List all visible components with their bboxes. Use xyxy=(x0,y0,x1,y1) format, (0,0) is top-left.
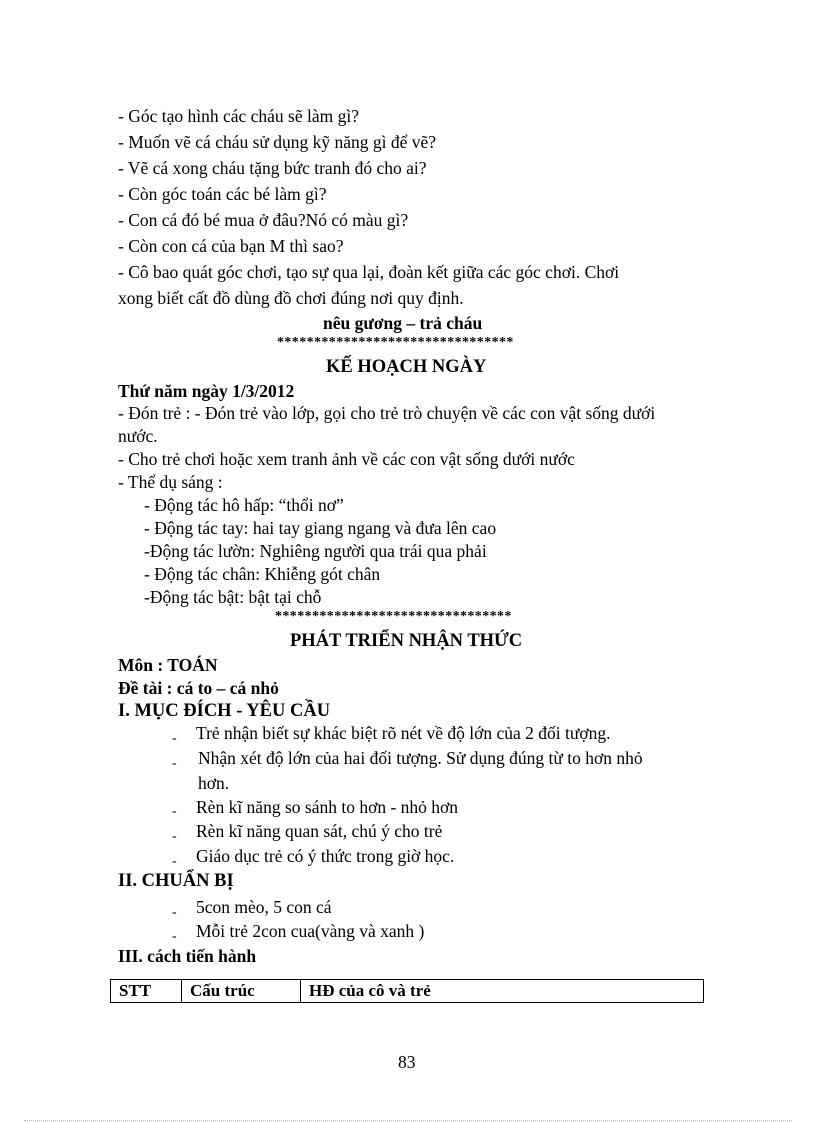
morning-line: nước. xyxy=(118,426,158,446)
section-heading: III. cách tiến hành xyxy=(118,946,257,966)
section-heading: II. CHUẨN BỊ xyxy=(118,871,234,891)
exercise-line: -Động tác lườn: Nghiêng người qua trái qua phải xyxy=(144,541,487,561)
subject-line: Môn : TOÁN xyxy=(118,655,218,675)
preparation-item: 5con mèo, 5 con cá xyxy=(196,897,332,917)
section-heading: I. MỤC ĐÍCH - YÊU CẦU xyxy=(118,701,331,721)
objective-item: Rèn kĩ năng quan sát, chú ý cho trẻ xyxy=(196,821,443,841)
morning-line: - Thể dụ sáng : xyxy=(118,472,223,492)
table-header-cell: Cấu trúc xyxy=(182,980,301,1003)
table-header-row xyxy=(111,980,704,1003)
topic-line: Đề tài : cá to – cá nhỏ xyxy=(118,678,279,698)
plan-title: KẾ HOẠCH NGÀY xyxy=(326,357,487,377)
preparation-item: Mỗi trẻ 2con cua(vàng và xanh ) xyxy=(196,921,425,941)
question-line: xong biết cất đồ dùng đồ chơi đúng nơi quy định. xyxy=(118,288,464,308)
question-line: - Vẽ cá xong cháu tặng bức tranh đó cho ai? xyxy=(118,158,427,178)
question-line: - Góc tạo hình các cháu sẽ làm gì? xyxy=(118,106,360,126)
page-number: 83 xyxy=(398,1052,416,1072)
exercise-line: -Động tác bật: bật tại chỗ xyxy=(144,587,322,607)
exercise-line: - Động tác chân: Khiễng gót chân xyxy=(144,564,381,584)
footer-divider xyxy=(24,1120,792,1121)
morning-line: - Đón trẻ : - Đón trẻ vào lớp, gọi cho trẻ trò chuyện về các con vật sống dưới xyxy=(118,403,656,423)
table-header-cell: HĐ của cô và trẻ xyxy=(301,980,704,1003)
table-header-cell: STT xyxy=(111,980,182,1003)
question-line: - Còn góc toán các bé làm gì? xyxy=(118,184,327,204)
lesson-title: PHÁT TRIỂN NHẬN THỨC xyxy=(290,631,523,651)
separator: ******************************** xyxy=(275,609,512,624)
procedure-table xyxy=(110,979,704,1003)
objective-item: Giáo dục trẻ có ý thức trong giờ học. xyxy=(196,846,455,866)
bullet-mark: - xyxy=(172,905,177,920)
exercise-line: - Động tác hô hấp: “thổi nơ” xyxy=(144,495,344,515)
bullet-mark: - xyxy=(172,756,177,771)
objective-item: hơn. xyxy=(198,773,230,793)
bullet-mark: - xyxy=(172,854,177,869)
question-line: - Muốn vẽ cá cháu sử dụng kỹ năng gì để vẽ? xyxy=(118,132,437,152)
question-line: - Cô bao quát góc chơi, tạo sự qua lại, đoàn kết giữa các góc chơi. Chơi xyxy=(118,262,620,282)
question-line: - Con cá đó bé mua ở đâu?Nó có màu gì? xyxy=(118,210,409,230)
morning-line: - Cho trẻ chơi hoặc xem tranh ảnh về các con vật sống dưới nước xyxy=(118,449,575,469)
bullet-mark: - xyxy=(172,731,177,746)
question-line: - Còn con cá của bạn M thì sao? xyxy=(118,236,344,256)
separator: ******************************** xyxy=(277,335,514,350)
bullet-mark: - xyxy=(172,804,177,819)
bullet-mark: - xyxy=(172,929,177,944)
exercise-line: - Động tác tay: hai tay giang ngang và đưa lên cao xyxy=(144,518,497,538)
date-line: Thứ năm ngày 1/3/2012 xyxy=(118,381,295,401)
objective-item: Trẻ nhận biết sự khác biệt rõ nét về độ lớn của 2 đối tượng. xyxy=(196,723,611,743)
praise-heading: nêu gương – trả cháu xyxy=(323,313,483,333)
objective-item: Nhận xét độ lớn của hai đối tượng. Sử dụng đúng từ to hơn nhỏ xyxy=(198,748,643,768)
objective-item: Rèn kĩ năng so sánh to hơn - nhỏ hơn xyxy=(196,797,459,817)
bullet-mark: - xyxy=(172,829,177,844)
